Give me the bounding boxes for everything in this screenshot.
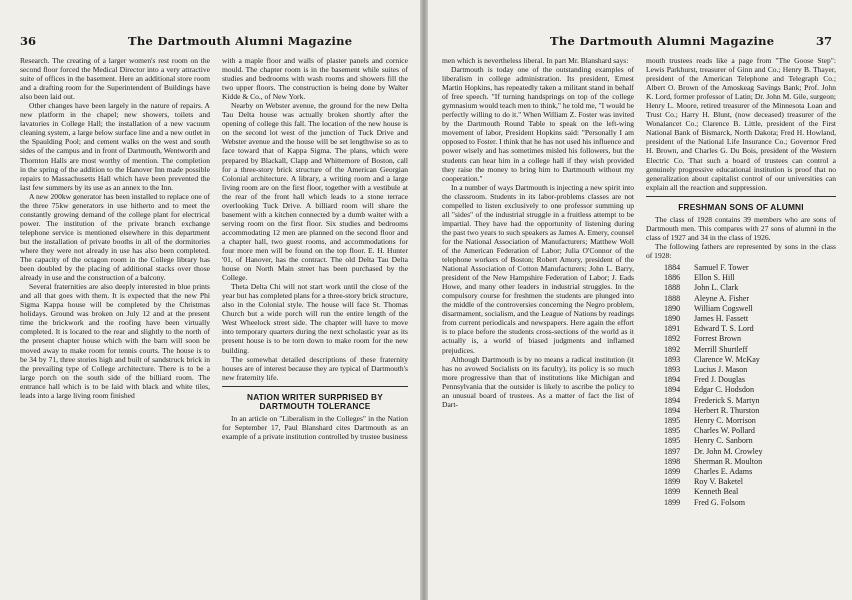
- list-item: [646, 385, 836, 395]
- paragraph: The following fathers are represented by sons in the class of 1928:: [646, 241, 836, 260]
- son-class-year: 1894: [664, 385, 681, 395]
- list-item: [646, 467, 836, 477]
- list-item: [646, 477, 836, 487]
- list-item: [646, 355, 836, 365]
- son-class-year: 1892: [664, 334, 681, 344]
- son-class-year: 1888: [664, 283, 681, 293]
- father-name: Henry C. Morrison: [694, 416, 756, 426]
- paragraph: men which is nevertheless liberal. In part Mr. Blanshard says:: [442, 56, 629, 65]
- list-item: [646, 273, 836, 283]
- paragraph: Theta Delta Chi will not start work until the close of the year but has completed plans for a three-story brick structure, also in the Colonial style. The house will face St. Thomas Church but a wide porch will run the entire length of the West Wheelock street side. The chapter will have to move into temporary quarters during the next scholastic year as its present house is to be torn down to make room for the new building.: [222, 282, 408, 355]
- list-item: [646, 498, 836, 508]
- paragraph: Dartmouth is today one of the outstanding examples of liberalism in college administration. Its president, Ernest Martin Hopkins, has repeatedly taken a militant stand in behalf of free speech. "If turning handsprings on top of the college gymnasium would teach men to think," he told me, "I would be perfectly willing to do it." When William Z. Foster was invited by the Dartmouth Round Table to speak on the left-wing movement of labor, President Hopkins said: "Personally I am opposed to Foster. I think that he has not used his influence and power wisely and has sometimes misled his followers, but the students can hear him in a college hall if they wish provided they raise the money to bring him to Dartmouth without my cooperation.": [442, 65, 634, 183]
- list-item: [646, 334, 836, 344]
- list-item: [646, 365, 836, 375]
- father-name: Aleyne A. Fisher: [694, 293, 750, 303]
- son-class-year: 1888: [664, 293, 681, 303]
- paragraph: Several fraternities are also deeply interested in blue prints and all that goes with them. It is expected that the new Phi Sigma Kappa house will be completed by the Christmas holidays. Ground was broken on July 12 and at the present time the brickwork and the roofing have been virtually completed. It is located to the rear and slightly to the north of the present chapter house which with the barn will soon be moved away to make room for tennis courts. The house is to be 34 by 71, three stories high and built of sandstruck brick in the prevailing type of College architecture. There is to be a large porch on the south side of the billiard room. The entrance hall which is to be laid with black and white tiles, leads into a large living room finished: [20, 282, 210, 400]
- left-column-2: [222, 56, 408, 441]
- divider: [646, 196, 836, 197]
- son-class-year: 1892: [664, 344, 681, 354]
- page-number-left: 36: [20, 34, 37, 48]
- son-class-year: 1899: [664, 497, 681, 507]
- paragraph: The class of 1928 contains 39 members who are sons of Dartmouth men. This compares with 27 sons of alumni in the class of 1927 and 34 in the class of 1926.: [646, 214, 836, 242]
- paragraph: Although Dartmouth is by no means a radical institution (it has no avowed Socialists on its faculty), its policy is so much more progressive than that of institutions like Michigan and Pennsylvania that the outsider is likely to ascribe the policy to an unusual board of trustees. As a matter of fact the list of Dart-: [442, 354, 634, 409]
- father-name: Roy V. Baketel: [694, 477, 743, 487]
- right-column-1: [442, 56, 634, 409]
- running-head-left: The Dartmouth Alumni Magazine: [128, 34, 353, 48]
- father-name: Edward T. S. Lord: [694, 324, 754, 334]
- father-name: Ellon S. Hill: [694, 273, 735, 283]
- right-column-2: [646, 56, 836, 508]
- son-class-year: 1890: [664, 303, 681, 313]
- list-item: [646, 304, 836, 314]
- son-class-year: 1897: [664, 446, 681, 456]
- father-name: John L. Clark: [694, 283, 739, 293]
- father-name: Frederick S. Martyn: [694, 395, 760, 405]
- son-class-year: 1894: [664, 405, 681, 415]
- father-name: Kenneth Beal: [694, 487, 739, 497]
- list-item: [646, 436, 836, 446]
- son-class-year: 1899: [664, 487, 681, 497]
- son-class-year: 1886: [664, 273, 681, 283]
- paragraph: mouth trustees reads like a page from "The Goose Step": Lewis Parkhurst, treasurer of Ginn and Co.; Henry B. Thayer, president of the American Telephone and Telegraph Co.; Albert O. Brown of the Amoskeag Savings Bank; Prof. John K. Lord, former professor of Latin; Dr. John M. Gile, surgeon; Henry L. Moore, retired treasurer of the Minnesota Loan and Trust Co.; Harry H. Blunt, (now deceased) treasurer of the Wonalancet Co.; Clarence B. Little, president of the First National Bank of Bismarck, North Dakota; Fred H. Howland, president of the National Life Insurance Co.; Governor Fred H. Brown, and Charles G. Du Bois, president of the Western Electric Co. That such a board of trustees can control a genuinely progressive educational institution is proof that no generalization about capitalist control of our universities can explain all the reaction and suppression.: [646, 56, 836, 192]
- list-item: [646, 324, 836, 334]
- list-item: [646, 263, 836, 273]
- list-item: [646, 294, 836, 304]
- father-name: Fred G. Folsom: [694, 497, 746, 507]
- list-item: [646, 487, 836, 497]
- list-item: [646, 447, 836, 457]
- son-class-year: 1884: [664, 262, 681, 272]
- list-item: [646, 426, 836, 436]
- running-head-right: The Dartmouth Alumni Magazine: [550, 34, 775, 48]
- son-class-year: 1895: [664, 436, 681, 446]
- list-item: [646, 416, 836, 426]
- page-gutter: [420, 0, 428, 600]
- father-name: William Cogswell: [694, 303, 753, 313]
- father-name: Charles W. Pollard: [694, 426, 755, 436]
- section-heading-freshman-sons: FRESHMAN SONS OF ALUMNI: [678, 201, 804, 212]
- paragraph: Nearby on Webster avenue, the ground for the new Delta Tau Delta house was actually broken shortly after the opening of college this fall. The location of the new house is on the second lot west of the junction of Tuck Drive and Webster avenue and the house will be set lengthwise so as to face toward that of Kappa Sigma. The plans, which were prepared by Blackall, Clapp and Whittemore of Boston, call for a three-story brick structure of the American Georgian Colonial architecture. A library, a writing room and a large living room are on the first floor, together with a vestibule at the rear of the front hall which leads to a stone terrace overlooking Tuck Drive. A billiard room will share the basement with a kitchen connected by a dumb waiter with a serving room on the first floor. Six studies and bedrooms accommodating 12 men are planned on the second floor and a chapter hall, two guest rooms, and accommodations for four more men will be found on the top floor. E. H. Hunter '01, of Hanover, has the contract. The old Delta Tau Delta house on North Main street has been purchased by the College.: [222, 101, 408, 283]
- paragraph: A new 200kw generator has been installed to replace one of the three 75kw generators in use hitherto and to meet the constantly growing demand of the college plant for electrical power. The institution of the private branch exchange telephone service is mentioned elsewhere in this department but the installation of private booths in all of the dormitories where they were not already in use has also been completed. The capacity of the octagon room in the College library has been doubled by the placing of additional stacks over those already in use and the construction of a balcony.: [20, 191, 210, 283]
- father-name: Merrill Shurtleff: [694, 344, 748, 354]
- section-heading-nation-writer: NATION WRITER SURPRISED BY DARTMOUTH TOLERANCE: [247, 391, 383, 411]
- father-name: Clarence W. McKay: [694, 354, 760, 364]
- father-name: James H. Fassett: [694, 314, 749, 323]
- paragraph: with a maple floor and walls of plaster panels and cornice mould. The chapter room is in the basement while suites of studies and bedrooms with wash rooms and showers fill the two upper floors. The construction is being done by Walter Kidde & Co., of New York.: [222, 56, 408, 102]
- page-number-right: 37: [816, 34, 833, 48]
- father-name: Henry C. Sanborn: [694, 436, 753, 446]
- list-item: [646, 283, 836, 293]
- right-page: [428, 0, 852, 600]
- son-class-year: 1894: [664, 375, 681, 385]
- list-item: [646, 314, 836, 324]
- father-name: Herbert R. Thurston: [694, 405, 760, 415]
- paragraph: Other changes have been largely in the nature of repairs. A new platform in the chapel; new showers, toilets and lavatories in College Hall; the installation of a new vacuum cleaning system, a large below surface line and a new outlet in the Spaulding Pool; and cement walks on the west and south sides of the campus and in front of Dartmouth, Wentworth and Thornton Halls are most worthy of mention. The completion in the spring of the addition to the Hanover Inn made possible repairs to Massachusetts Hall which have been prevented the last few summers by its use as an annex to the Inn.: [20, 101, 210, 192]
- divider: [222, 386, 408, 387]
- son-class-year: 1894: [664, 395, 681, 405]
- left-column-1: [20, 56, 210, 400]
- son-class-year: 1895: [664, 426, 681, 436]
- list-item: [646, 396, 836, 406]
- paragraph: In an article on "Liberalism in the Colleges" in the Nation for September 17, Paul Blanshard cites Dartmouth as an example of a private institution controlled by trustee business: [222, 413, 408, 441]
- father-name: Fred J. Douglas: [694, 375, 746, 385]
- father-name: Edgar C. Hodsdon: [694, 385, 755, 395]
- father-name: Forrest Brown: [694, 334, 741, 344]
- father-name: Charles E. Adams: [694, 467, 753, 477]
- son-class-year: 1891: [664, 324, 681, 334]
- son-class-year: 1898: [664, 456, 681, 466]
- son-class-year: 1893: [664, 354, 681, 364]
- paragraph: The somewhat detailed descriptions of these fraternity houses are of interest because they are typical of Dartmouth's new fraternity life.: [222, 354, 408, 382]
- list-item: [646, 345, 836, 355]
- father-name: Dr. John M. Crowley: [694, 446, 763, 456]
- paragraph: In a number of ways Dartmouth is injecting a new spirit into the classroom. Students in its labor-problems classes are not compelled to listen exclusively to one professor summing up all "sides" of the industrial struggle in a fruitless attempt to be impartial. They have had the opportunity of listening during the past two years to such speakers as James A. Emery, counsel for the National Association of Manufacturers; Matthew Woll of the American Federation of Labor; Julia O'Connor of the telephone workers of Boston; Robert Amory, president of the National Association of Cotton Manufacturers; John L. Barry, president of the New Hampshire Federation of Labor; J. Eads Howe, and many other leaders in industrial struggles. In the compulsory course for freshmen the students are plunged into the middle of the controversies concerning the Negro problem, disarmament, socialism, and the League of Nations by readings from current periodicals and newspapers. Here again the effort is to place before the students cross-sections of the world as it actually is, a world of biased judgments and inflamed prejudices.: [442, 182, 634, 355]
- son-class-year: 1899: [664, 477, 681, 487]
- father-name: Samuel F. Tower: [694, 262, 749, 272]
- list-item: [646, 457, 836, 467]
- son-class-year: 1893: [664, 365, 681, 375]
- son-class-year: 1895: [664, 416, 681, 426]
- father-name: Sherman R. Moulton: [694, 456, 763, 466]
- son-class-year: 1899: [664, 467, 681, 477]
- son-class-year: 1890: [664, 314, 681, 323]
- list-item: [646, 406, 836, 416]
- father-name: Lucius J. Mason: [694, 365, 748, 375]
- paragraph: Research. The creating of a larger women's rest room on the second floor forced the Medical Director into a very attractive suite of offices in the basement. Here an additional store room and a drafting room for the Superintendent of Buildings have also been laid out.: [20, 56, 210, 102]
- left-page: [0, 0, 420, 600]
- sons-list: [646, 263, 836, 508]
- list-item: [646, 375, 836, 385]
